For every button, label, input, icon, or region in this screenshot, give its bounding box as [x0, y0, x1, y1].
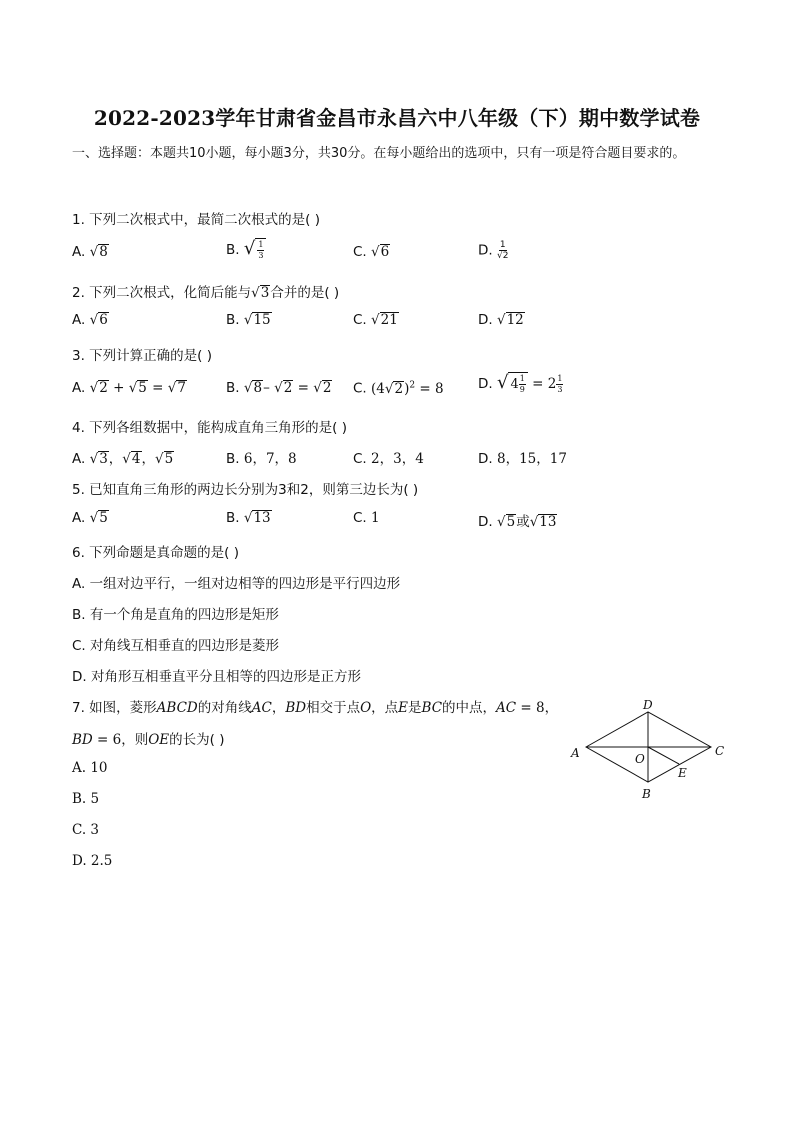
- question-7-stem-line1: 7. 如图，菱形ABCD的对角线AC，BD相交于点O，点E是BC的中点，AC = 8，: [72, 700, 559, 716]
- q4-option-a[interactable]: A. √3，√4，√5: [72, 451, 174, 467]
- q2-option-d[interactable]: D. √12: [478, 312, 524, 328]
- q4-option-c[interactable]: C. 2，3，4: [353, 451, 424, 467]
- question-7-stem-line2: BD = 6，则OE的长为( ): [72, 732, 225, 748]
- q5-option-a[interactable]: A. √5: [72, 510, 108, 526]
- q1-option-a[interactable]: A. √8: [72, 244, 108, 260]
- q4-option-d[interactable]: D. 8，15，17: [478, 451, 567, 467]
- label-d: D: [643, 698, 653, 712]
- question-4-stem: 4. 下列各组数据中，能构成直角三角形的是( ): [72, 420, 347, 436]
- q1-option-c[interactable]: C. √6: [353, 244, 390, 260]
- q3-option-d[interactable]: D. √ 4 $\frac{1}{9}$ = 2 $\frac{1}{3}$: [478, 372, 563, 394]
- q5-option-c[interactable]: C. 1: [353, 510, 380, 526]
- q1-option-d[interactable]: D. $\frac{1}{√2}$: [478, 240, 509, 261]
- q2-option-a[interactable]: A. √6: [72, 312, 108, 328]
- q7-option-a[interactable]: A. 10: [72, 760, 108, 776]
- rhombus-figure: [566, 697, 732, 807]
- q3-option-b[interactable]: B. √8– √2 = √2: [226, 380, 332, 396]
- question-5-stem: 5. 已知直角三角形的两边长分别为3和2，则第三边长为( ): [72, 482, 419, 498]
- label-e: E: [678, 766, 687, 780]
- segment-oe: [648, 747, 679, 764]
- q7-option-d[interactable]: D. 2.5: [72, 853, 113, 869]
- label-a: A: [571, 746, 580, 760]
- label-o: O: [635, 752, 645, 766]
- q7-option-b[interactable]: B. 5: [72, 791, 100, 807]
- section-heading: 一、选择题：本题共10小题，每小题3分，共30分。在每小题给出的选项中，只有一项是符合题目要求的。: [72, 146, 686, 161]
- page-title: 2022-2023学年甘肃省金昌市永昌六中八年级（下）期中数学试卷: [93, 106, 701, 130]
- q5-option-d[interactable]: D. √5或√13: [478, 514, 557, 530]
- q2-option-b[interactable]: B. √15: [226, 312, 271, 328]
- q1-option-b[interactable]: B. √ $\frac{1}{3}$: [226, 238, 266, 261]
- q6-option-d[interactable]: D. 对角形互相垂直平分且相等的四边形是正方形: [72, 669, 361, 685]
- q2-option-c[interactable]: C. √21: [353, 312, 398, 328]
- question-3-stem: 3. 下列计算正确的是( ): [72, 348, 212, 364]
- question-6-stem: 6. 下列命题是真命题的是( ): [72, 545, 239, 561]
- label-c: C: [715, 744, 725, 758]
- question-1-stem: 1. 下列二次根式中，最简二次根式的是( ): [72, 212, 320, 228]
- q4-option-b[interactable]: B. 6，7，8: [226, 451, 297, 467]
- q6-option-c[interactable]: C. 对角线互相垂直的四边形是菱形: [72, 638, 280, 654]
- q7-option-c[interactable]: C. 3: [72, 822, 100, 838]
- q5-option-b[interactable]: B. √13: [226, 510, 271, 526]
- question-2-stem: 2. 下列二次根式，化简后能与√3合并的是( ): [72, 285, 340, 301]
- q6-option-a[interactable]: A. 一组对边平行，一组对边相等的四边形是平行四边形: [72, 576, 401, 592]
- q3-option-c[interactable]: C. $(4√2)^2 = 8$: [353, 380, 444, 397]
- q6-option-b[interactable]: B. 有一个角是直角的四边形是矩形: [72, 607, 279, 623]
- label-b: B: [642, 787, 651, 801]
- q3-option-a[interactable]: A. √2 + √5 = √7: [72, 380, 186, 396]
